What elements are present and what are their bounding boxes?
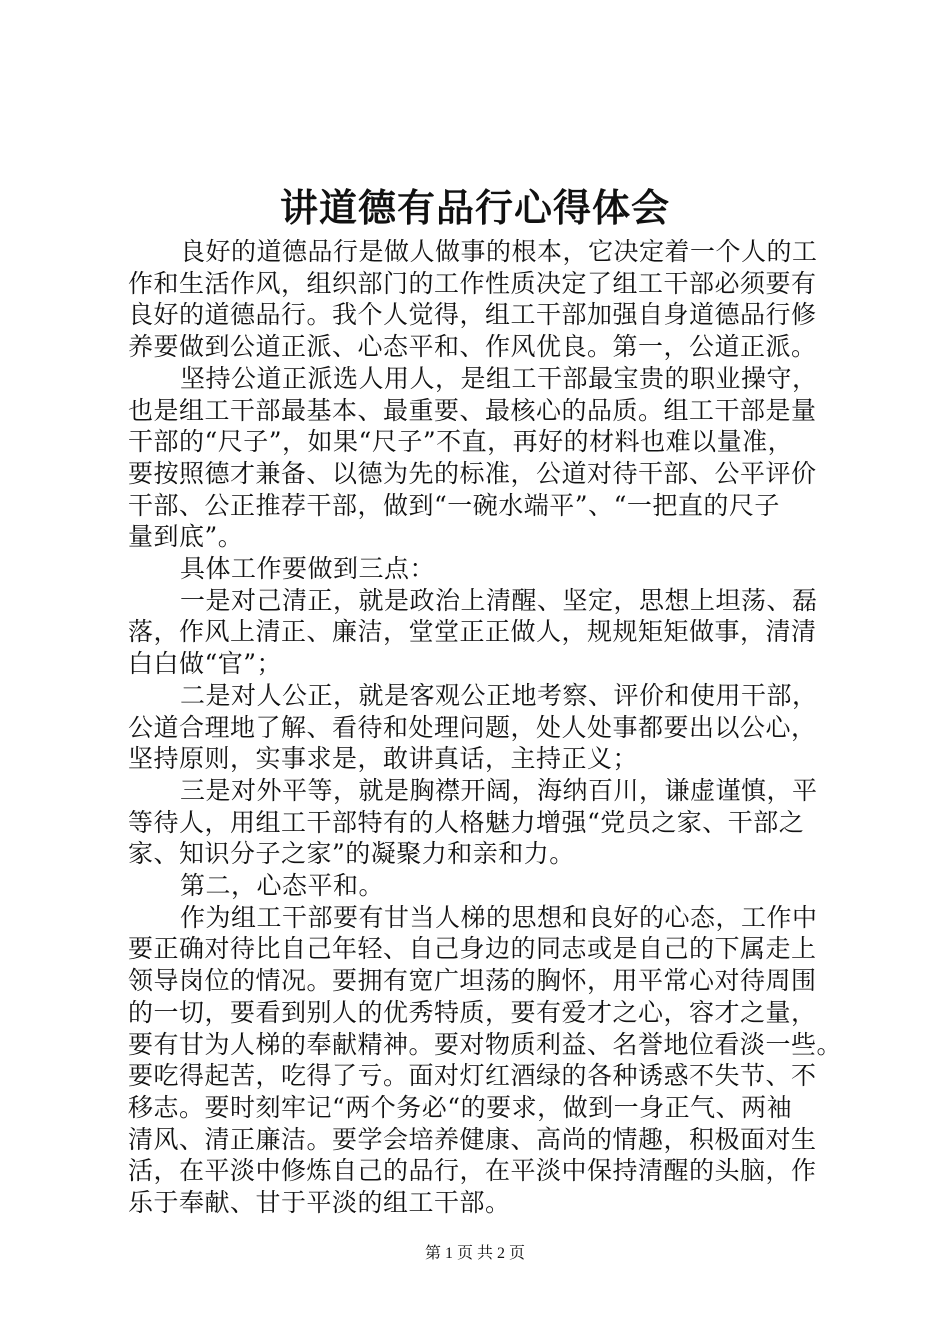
body-line: 移志。要时刻牢记“两个务必“的要求，做到一身正气、两袖 bbox=[128, 1092, 793, 1122]
document-body bbox=[128, 236, 843, 1219]
body-line: 要正确对待比自己年轻、自己身边的同志或是自己的下属走上 bbox=[128, 934, 817, 964]
body-line: 干部的“尺子”，如果“尺子”不直，再好的材料也难以量准， bbox=[128, 427, 794, 457]
body-line: 落，作风上清正、廉洁，堂堂正正做人，规规矩矩做事，清清 bbox=[128, 617, 817, 647]
body-line: 养要做到公道正派、心态平和、作风优良。第一，公道正派。 bbox=[128, 332, 817, 362]
body-line: 良好的道德品行是做人做事的根本，它决定着一个人的工 bbox=[180, 237, 818, 266]
body-line: 一是对己清正，就是政治上清醒、坚定，思想上坦荡、磊 bbox=[180, 585, 818, 615]
body-line: 坚持原则，实事求是，敢讲真话，主持正义； bbox=[128, 744, 639, 774]
body-line: 要吃得起苦，吃得了亏。面对灯红酒绿的各种诱惑不失节、不 bbox=[128, 1061, 817, 1091]
body-line: 家、知识分子之家”的凝聚力和亲和力。 bbox=[128, 839, 575, 869]
body-line: 第二，心态平和。 bbox=[180, 871, 385, 901]
body-line: 白白做“官”； bbox=[128, 649, 283, 679]
body-line: 要有甘为人梯的奉献精神。要对物质利益、名誉地位看淡一些。 bbox=[128, 1029, 843, 1059]
body-line: 要按照德才兼备、以德为先的标准，公道对待干部、公平评价 bbox=[128, 458, 817, 488]
page-number-footer: 第 1 页 共 2 页 bbox=[424, 1245, 525, 1262]
body-line: 活，在平淡中修炼自己的品行，在平淡中保持清醒的头脑，作 bbox=[128, 1156, 817, 1186]
body-line: 三是对外平等，就是胸襟开阔，海纳百川，谦虚谨慎，平 bbox=[180, 775, 818, 805]
body-line: 的一切，要看到别人的优秀特质，要有爱才之心，容才之量， bbox=[128, 997, 817, 1027]
body-line: 乐于奉献、甘于平淡的组工干部。 bbox=[128, 1188, 511, 1218]
body-line: 也是组工干部最基本、最重要、最核心的品质。组工干部是量 bbox=[128, 395, 817, 425]
body-line: 清风、清正廉洁。要学会培养健康、高尚的情趣，积极面对生 bbox=[128, 1124, 817, 1154]
body-line: 领导岗位的情况。要拥有宽广坦荡的胸怀，用平常心对待周围 bbox=[128, 966, 817, 996]
body-line: 二是对人公正，就是客观公正地考察、评价和使用干部， bbox=[180, 680, 818, 710]
body-line: 作为组工干部要有甘当人梯的思想和良好的心态，工作中 bbox=[180, 902, 818, 932]
body-line: 等待人，用组工干部特有的人格魅力增强“党员之家、干部之 bbox=[128, 807, 805, 837]
body-line: 良好的道德品行。我个人觉得，组工干部加强自身道德品行修 bbox=[128, 300, 817, 330]
body-line: 具体工作要做到三点： bbox=[180, 554, 436, 584]
body-line: 干部、公正推荐干部，做到“一碗水端平”、“一把直的尺子 bbox=[128, 490, 780, 520]
body-line: 作和生活作风，组织部门的工作性质决定了组工干部必须要有 bbox=[128, 268, 817, 298]
body-line: 坚持公道正派选人用人，是组工干部最宝贵的职业操守， bbox=[180, 363, 818, 393]
body-line: 公道合理地了解、看待和处理问题，处人处事都要出以公心， bbox=[128, 712, 817, 742]
body-line: 量到底”。 bbox=[128, 522, 244, 552]
document-title: 讲道德有品行心得体会 bbox=[279, 186, 670, 230]
